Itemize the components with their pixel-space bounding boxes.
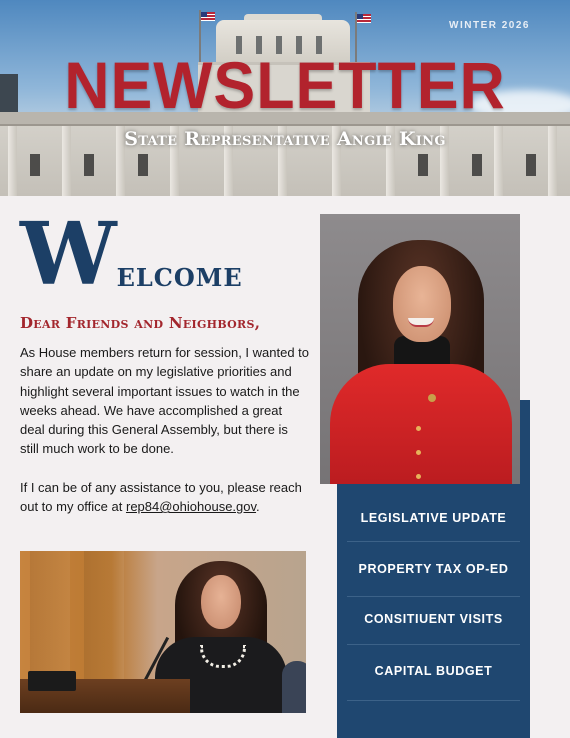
jacket-button: [416, 426, 421, 431]
welcome-initial: W: [20, 204, 117, 305]
nav-divider: [347, 596, 520, 597]
building-window: [138, 154, 148, 176]
contact-suffix: .: [256, 499, 260, 515]
building-window: [418, 154, 428, 176]
welcome-paragraph-2: [20, 478, 310, 517]
portrait-jacket: [330, 364, 512, 484]
header-banner: [0, 0, 570, 196]
contact-text: If I can be of any assistance to you, please reach out to my office at: [20, 479, 302, 515]
nav-constituent-visits[interactable]: CONSITIUENT VISITS: [364, 612, 503, 626]
lapel-pin-icon: [428, 394, 436, 402]
building-window: [472, 154, 482, 176]
nav-property-tax-op-ed[interactable]: PROPERTY TAX OP-ED: [358, 562, 509, 576]
welcome-paragraph-1: As House members return for session, I wanted to share an update on my legislative priorities and highlight several important issues to watch in the weeks ahead. We have accomplished a great deal during this General Assembly, but there is still much work to be done.: [20, 345, 310, 457]
email-link[interactable]: rep84@ohiohouse.gov: [125, 499, 257, 515]
flag-icon: [201, 12, 215, 21]
building-window: [526, 154, 536, 176]
nav-divider: [347, 541, 520, 542]
welcome-body: [20, 343, 310, 535]
portrait-photo: [320, 214, 520, 484]
podium-photo: [20, 551, 306, 713]
flag-icon: [357, 14, 371, 23]
jacket-button: [416, 450, 421, 455]
nav-legislative-update[interactable]: LEGISLATIVE UPDATE: [360, 511, 507, 525]
nav-capital-budget[interactable]: CAPITAL BUDGET: [374, 664, 493, 678]
laptop-icon: [28, 671, 76, 691]
background-person: [282, 661, 306, 713]
newsletter-subtitle: State Representative Angie King: [124, 128, 446, 150]
greeting: Dear Friends and Neighbors,: [20, 314, 261, 332]
photo-face: [201, 575, 241, 629]
welcome-heading: [20, 204, 243, 305]
building-window: [30, 154, 40, 176]
section-nav: [337, 484, 530, 738]
welcome-rest: elcome: [116, 255, 243, 295]
nav-divider: [347, 700, 520, 701]
nav-divider: [347, 644, 520, 645]
building-window: [84, 154, 94, 176]
newsletter-title: NEWSLETTER: [64, 48, 506, 122]
portrait-face: [393, 266, 451, 342]
edition-label: WINTER 2026: [449, 20, 530, 31]
jacket-button: [416, 474, 421, 479]
